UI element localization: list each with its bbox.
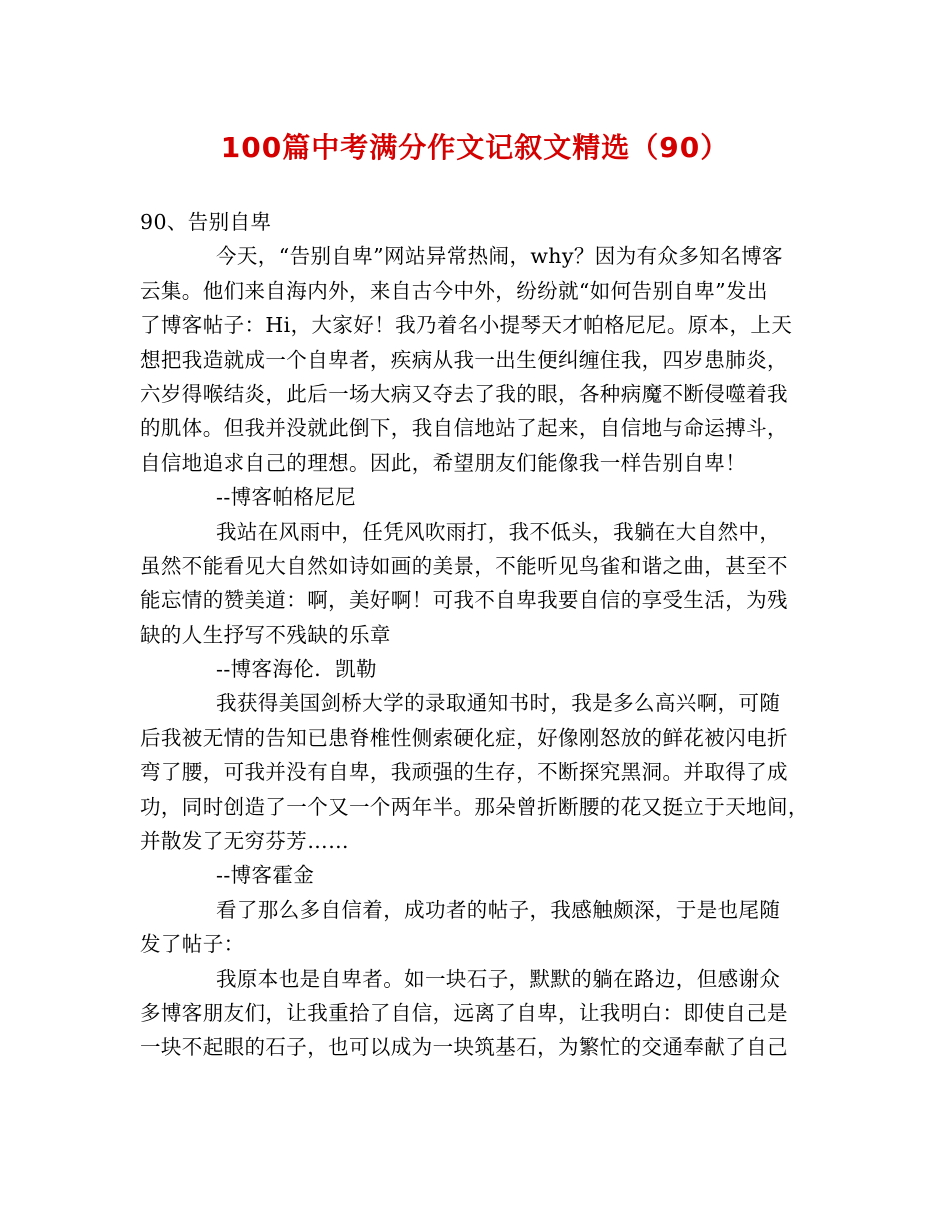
text-line: 自信地追求自己的理想。因此，希望朋友们能像我一样告别自卑！ [140, 450, 747, 475]
text-line: 弯了腰，可我并没有自卑，我顽强的生存，不断探究黑洞。并取得了成 [140, 760, 788, 785]
text-line: 云集。他们来自海内外，来自古今中外，纷纷就“如何告别自卑”发出 [140, 278, 768, 303]
text-line: 我获得美国剑桥大学的录取通知书时，我是多么高兴啊，可随 [216, 691, 781, 716]
text-line: 发了帖子： [140, 932, 245, 957]
text-line: 想把我造就成一个自卑者，疾病从我一出生便纠缠住我，四岁患肺炎， [140, 347, 788, 372]
text-line: 后我被无情的告知已患脊椎性侧索硬化症，好像刚怒放的鲜花被闪电折 [140, 725, 788, 750]
text-line: 虽然不能看见大自然如诗如画的美景，不能听见鸟雀和谐之曲，甚至不 [140, 553, 788, 578]
text-line: 的肌体。但我并没就此倒下，我自信地站了起来，自信地与命运搏斗， [140, 416, 788, 441]
text-line: 多博客朋友们，让我重拾了自信，远离了自卑，让我明白：即使自己是 [140, 1000, 788, 1025]
text-line: --博客帕格尼尼 [216, 485, 357, 510]
text-line: --博客霍金 [216, 863, 315, 888]
text-line: 我站在风雨中，任凭风吹雨打，我不低头，我躺在大自然中， [216, 519, 781, 544]
text-line: 今天，“告别自卑”网站异常热闹，why？因为有众多知名博客 [216, 244, 783, 269]
text-line: --博客海伦．凯勒 [216, 657, 377, 682]
text-line: 功，同时创造了一个又一个两年半。那朵曾折断腰的花又挺立于天地间， [140, 794, 809, 819]
text-line: 90、告别自卑 [140, 210, 272, 234]
document-title: 100篇中考满分作文记叙文精选（90） [220, 131, 730, 164]
text-line: 并散发了无穷芬芳…… [140, 829, 349, 854]
essay-body [140, 205, 825, 1065]
text-line: 一块不起眼的石子，也可以成为一块筑基石，为繁忙的交通奉献了自己 [140, 1035, 788, 1060]
text-line: 我原本也是自卑者。如一块石子，默默的躺在路边，但感谢众 [216, 966, 781, 991]
text-line: 缺的人生抒写不残缺的乐章 [140, 622, 391, 647]
text-line: 看了那么多自信着，成功者的帖子，我感触颇深，于是也尾随 [216, 897, 781, 922]
text-line: 了博客帖子：Hi，大家好！我乃着名小提琴天才帕格尼尼。原本，上天 [140, 313, 793, 338]
text-line: 能忘情的赞美道：啊，美好啊！可我不自卑我要自信的享受生活，为残 [140, 588, 788, 613]
text-line: 六岁得喉结炎，此后一场大病又夺去了我的眼，各种病魔不断侵噬着我 [140, 381, 788, 406]
